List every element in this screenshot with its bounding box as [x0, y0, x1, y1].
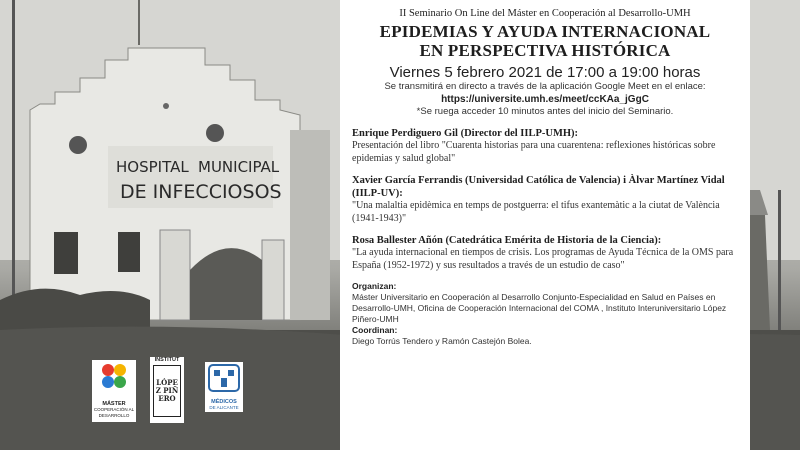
- sign-infecciosos: DE INFECCIOSOS: [120, 181, 282, 203]
- master-logo-text: MÁSTER: [102, 401, 126, 407]
- lopez-logo-letters: LÓPEZ PIÑERO: [155, 378, 179, 403]
- coordinators-label: Coordinan:: [352, 325, 398, 335]
- broadcast-info: Se transmitirá en directo a través de la aplicación Google Meet en el enlace:: [384, 81, 706, 92]
- lopez-pinero-logo: [150, 357, 184, 423]
- talk-3: [352, 234, 738, 272]
- lopez-logo-top: INSTITUT: [154, 357, 180, 363]
- medicos-logo-text: MÉDICOS: [211, 399, 237, 405]
- master-logo-subtext: COOPERACIÓN AL DESARROLLO: [93, 407, 135, 418]
- sign-municipal: MUNICIPAL: [198, 158, 280, 176]
- seminar-title: [352, 22, 738, 60]
- coordinators-text: Diego Torrús Tendero y Ramón Castejón Bolea.: [352, 336, 532, 346]
- medicos-logo-icon: [205, 362, 243, 394]
- talk-1: [352, 127, 738, 165]
- sign-hospital: HOSPITAL: [116, 158, 189, 176]
- talk-speaker: Xavier García Ferrandis (Universidad Católica de Valencia) i Àlvar Martínez Vidal (IILP-UV):: [352, 175, 725, 199]
- talk-description: "La ayuda internacional en tiempos de crisis. Los programas de Ayuda Técnica de la OMS para España (1952-1972) y sus resultados a través de un estudio de caso": [352, 247, 734, 271]
- talk-speaker: Rosa Ballester Añón (Catedrática Emérita de Historia de la Ciencia):: [352, 235, 662, 246]
- talk-description: "Una malaltia epidèmica en temps de postguerra: el tifus exantemàtic a la ciutat de València (1941-1943)": [352, 200, 720, 224]
- event-date: Viernes 5 febrero 2021 de 17:00 a 19:00 horas: [389, 64, 701, 81]
- organizers-label: Organizan:: [352, 281, 397, 291]
- access-note: *Se ruega acceder 10 minutos antes del inicio del Seminario.: [416, 106, 674, 117]
- title-line-1: EPIDEMIAS Y AYUDA INTERNACIONAL: [379, 22, 711, 41]
- talk-2: [352, 174, 738, 225]
- info-panel: [340, 0, 750, 450]
- medicos-alicante-logo: [205, 362, 243, 412]
- organizers-block: [352, 281, 738, 347]
- organizers-text: Máster Universitario en Cooperación al Desarrollo Conjunto-Especialidad en Salud en Países en Desarrollo-UMH, Oficina de Cooperación Internacional del COMA , Instituto Interuniversitario López Piñero-UMH: [352, 292, 727, 324]
- master-logo: [92, 360, 136, 422]
- medicos-logo-subtext: DE ALICANTE: [209, 405, 239, 410]
- title-line-2: EN PERSPECTIVA HISTÓRICA: [419, 41, 671, 60]
- meet-link[interactable]: https://universite.umh.es/meet/ccKAa_jGgC: [441, 94, 649, 105]
- talk-speaker: Enrique Perdiguero Gil (Director del IILP-UMH):: [352, 128, 579, 139]
- talk-description: Presentación del libro "Cuarenta historias para una cuarentena: reflexiones históricas sobre epidemias y salud global": [352, 140, 716, 164]
- master-logo-icon: [92, 360, 136, 396]
- seminar-series: II Seminario On Line del Máster en Cooperación al Desarrollo-UMH: [399, 8, 691, 19]
